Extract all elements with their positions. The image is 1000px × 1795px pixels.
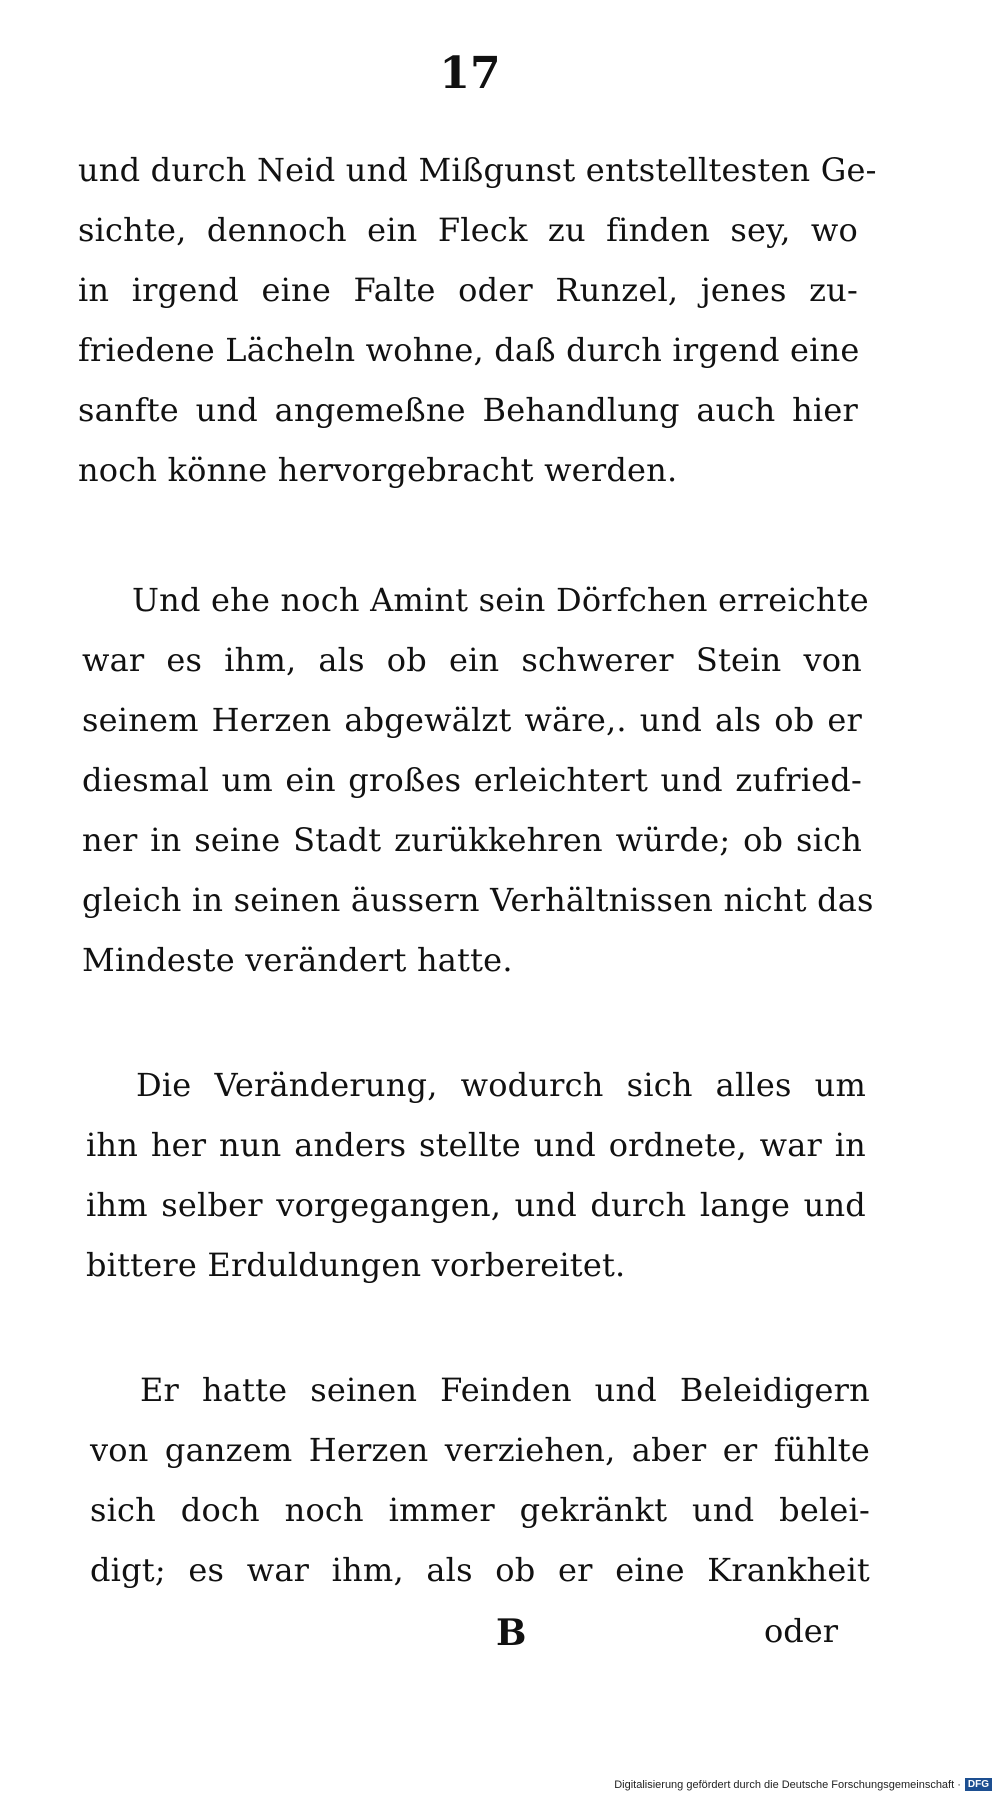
digitization-credit: [614, 1778, 992, 1791]
text-line: digt; es war ihm, als ob er eine Krankheit: [90, 1551, 870, 1589]
paragraph-2: [82, 570, 874, 990]
text-line: ihm selber vorgegangen, und durch lange und: [86, 1186, 866, 1224]
text-line: sich doch noch immer gekränkt und belei-: [90, 1491, 870, 1529]
text-line: noch könne hervorgebracht werden.: [78, 451, 678, 489]
signature-mark: B: [496, 1612, 527, 1654]
text-line: seinem Herzen abgewälzt wäre,. und als ob er: [82, 701, 862, 739]
text-line: diesmal um ein großes erleichtert und zufried-: [82, 761, 862, 799]
catchword: oder: [764, 1612, 838, 1650]
text-line: ihn her nun anders stellte und ordnete, war in: [86, 1126, 866, 1164]
text-line: Er hatte seinen Feinden und Beleidigern: [140, 1371, 870, 1409]
paragraph-4: [90, 1360, 870, 1600]
page-footer: [0, 1612, 1000, 1668]
text-line: war es ihm, als ob ein schwerer Stein von: [82, 641, 862, 679]
text-line: gleich in seinen äussern Verhältnissen nicht das: [82, 881, 874, 919]
text-line: in irgend eine Falte oder Runzel, jenes zu-: [78, 271, 858, 309]
text-line: Die Veränderung, wodurch sich alles um: [136, 1066, 866, 1104]
text-line: bittere Erduldungen vorbereitet.: [86, 1246, 626, 1284]
text-line: friedene Lächeln wohne, daß durch irgend eine: [78, 331, 860, 369]
credit-text: Digitalisierung gefördert durch die Deutsche Forschungsgemeinschaft ·: [614, 1778, 961, 1791]
dfg-logo: DFG: [965, 1778, 992, 1791]
text-line: und durch Neid und Mißgunst entstelltesten Ge-: [78, 151, 877, 189]
text-line: sanfte und angemeßne Behandlung auch hier: [78, 391, 858, 429]
text-line: sichte, dennoch ein Fleck zu finden sey, wo: [78, 211, 858, 249]
paragraph-3: [86, 1055, 866, 1295]
text-line: von ganzem Herzen verziehen, aber er fühlte: [90, 1431, 870, 1469]
text-line: Mindeste verändert hatte.: [82, 941, 513, 979]
page-number: 17: [439, 48, 501, 99]
text-line: ner in seine Stadt zurükkehren würde; ob sich: [82, 821, 862, 859]
text-line: Und ehe noch Amint sein Dörfchen erreichte: [132, 581, 869, 619]
paragraph-1: [78, 140, 877, 500]
